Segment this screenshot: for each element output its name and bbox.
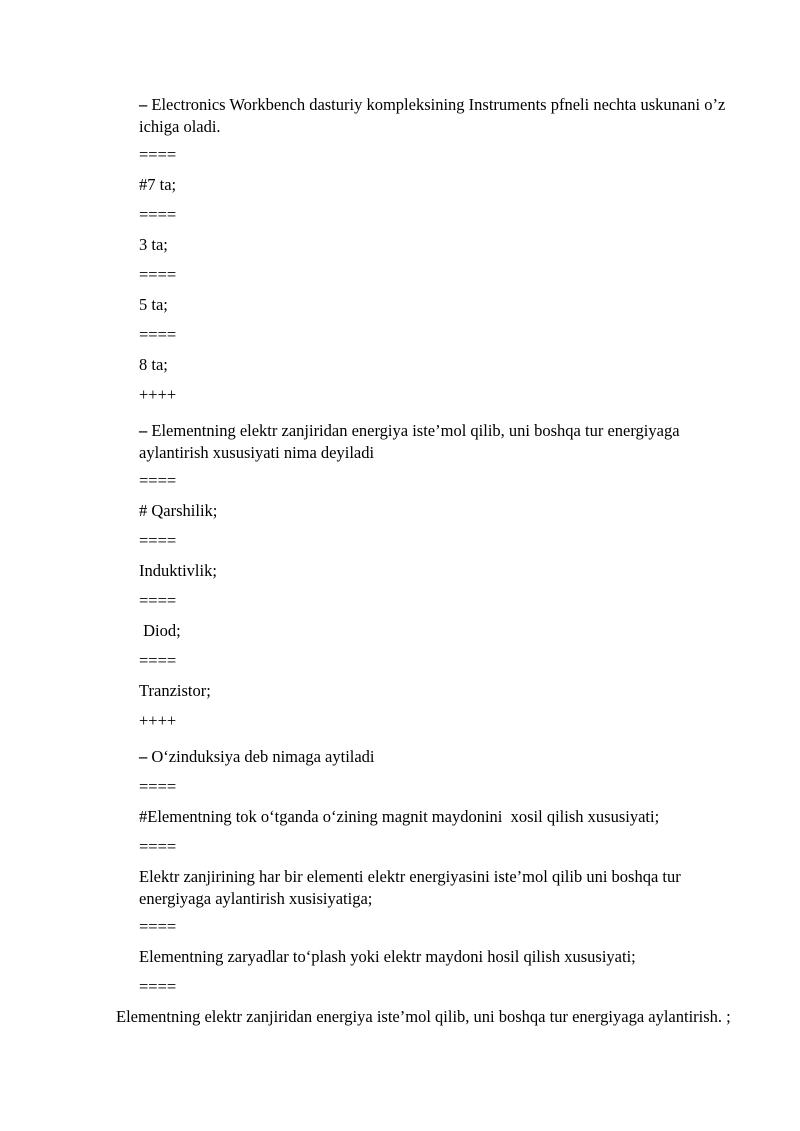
question-2-option-1: # Qarshilik; — [139, 501, 218, 520]
question-separator: ++++ — [139, 711, 177, 730]
option-separator: ==== — [139, 651, 177, 670]
question-separator: ++++ — [139, 385, 177, 404]
question-2-option-2: Induktivlik; — [139, 561, 217, 580]
question-2-option-3: Diod; — [139, 621, 181, 640]
option-separator: ==== — [139, 977, 177, 996]
question-3-option-1: #Elementning tok o‘tganda o‘zining magnit maydonini xosil qilish xususiyati; — [139, 807, 660, 826]
question-3-body: O‘zinduksiya deb nimaga aytiladi — [147, 747, 375, 766]
option-separator: ==== — [139, 325, 177, 344]
option-separator: ==== — [139, 837, 177, 856]
option-separator: ==== — [139, 531, 177, 550]
option-separator: ==== — [139, 265, 177, 284]
question-3-dash: – — [139, 747, 148, 766]
question-1-text — [139, 94, 739, 138]
question-1-option-4: 8 ta; — [139, 355, 168, 374]
question-1-option-1: #7 ta; — [139, 175, 177, 194]
question-1-option-2: 3 ta; — [139, 235, 168, 254]
option-separator: ==== — [139, 471, 177, 490]
question-1-option-3: 5 ta; — [139, 295, 168, 314]
question-2-body: Elementning elektr zanjiridan energiya iste’mol qilib, uni boshqa tur energiyaga aylantirish xususiyati nima deyiladi — [139, 421, 680, 462]
question-2-text — [139, 420, 739, 464]
question-3-option-2: Elektr zanjirining har bir elementi elektr energiyasini iste’mol qilib uni boshqa tur energiyaga aylantirish xusisiyatiga; — [139, 867, 681, 908]
question-2-option-4: Tranzistor; — [139, 681, 211, 700]
question-3-text — [139, 746, 739, 768]
option-separator: ==== — [139, 591, 177, 610]
option-separator: ==== — [139, 145, 177, 164]
question-1-body: Electronics Workbench dasturiy kompleksining Instruments pfneli nechta uskunani o’z ichiga oladi. — [139, 95, 726, 136]
option-separator: ==== — [139, 205, 177, 224]
question-3-option-3: Elementning zaryadlar to‘plash yoki elektr maydoni hosil qilish xususiyati; — [139, 947, 636, 966]
option-separator: ==== — [139, 917, 177, 936]
option-separator: ==== — [139, 777, 177, 796]
question-3-option-4: Elementning elektr zanjiridan energiya iste’mol qilib, uni boshqa tur energiyaga aylantirish. ; — [116, 1007, 731, 1026]
question-1-dash: – — [139, 95, 148, 114]
question-2-dash: – — [139, 421, 148, 440]
